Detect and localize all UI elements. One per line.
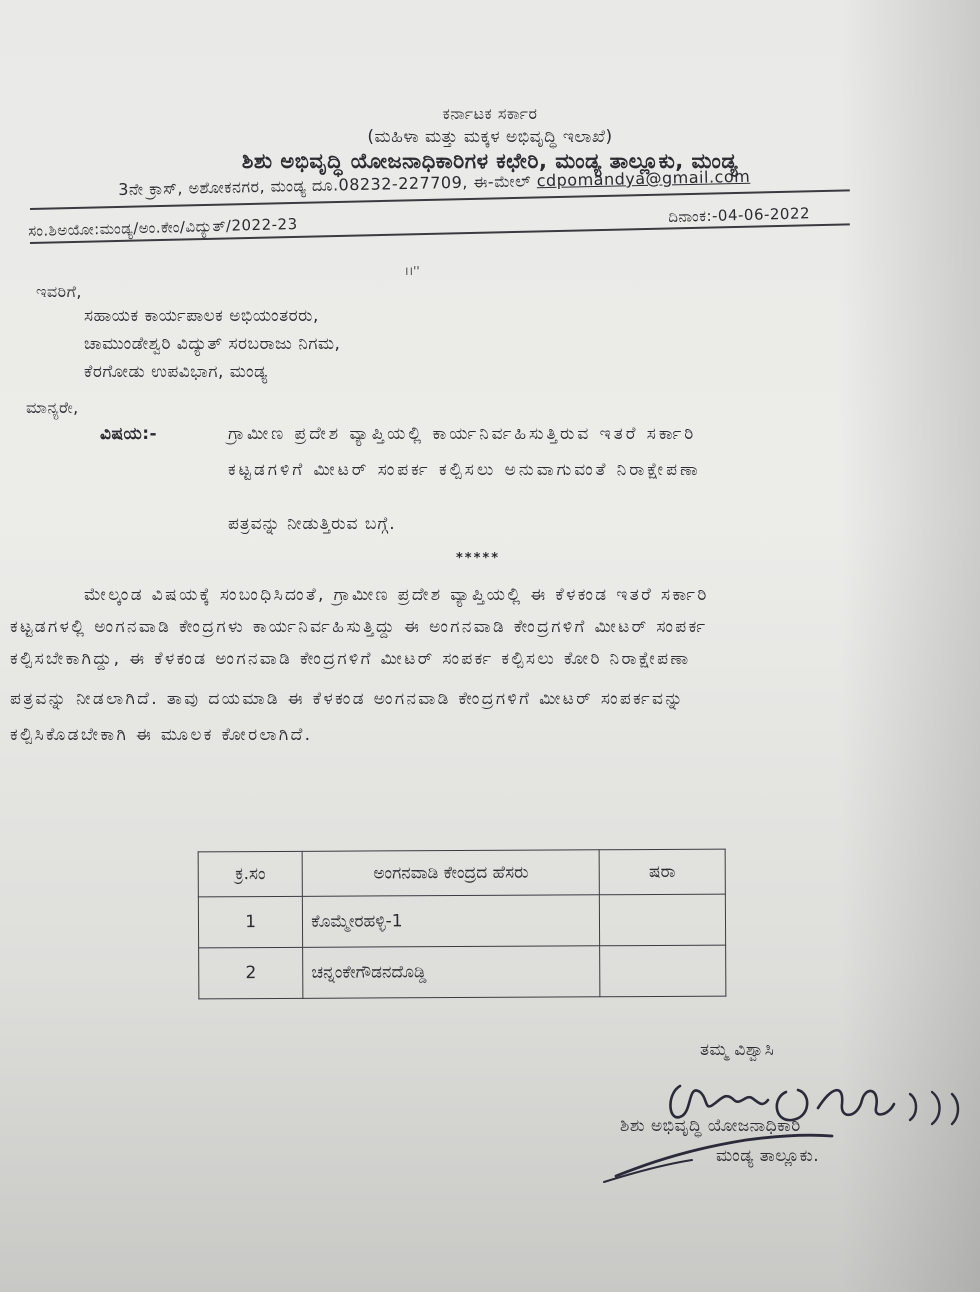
letter-date: ದಿನಾಂಕ:-04-06-2022 — [668, 204, 811, 226]
body-line-1: ಮೇಲ್ಕಂಡ ವಿಷಯಕ್ಕೆ ಸಂಬಂಧಿಸಿದಂತೆ, ಗ್ರಾಮೀಣ ಪ್ರದೇಶ ವ್ಯಾಪ್ತಿಯಲ್ಲಿ ಈ ಕೆಳಕಂಡ ಇತರೆ ಸರ್ಕಾರಿ — [84, 585, 709, 605]
subject-label: ವಿಷಯ:- — [100, 424, 158, 444]
table-row — [198, 894, 725, 948]
signatory-taluk: ಮಂಡ್ಯ ತಾಲ್ಲೂಕು. — [716, 1146, 820, 1166]
salutation: ಮಾನ್ಯರೇ, — [26, 398, 79, 417]
address-text: 3ನೇ ಕ್ರಾಸ್, ಅಶೋಕನಗರ, ಮಂಡ್ಯ ದೂ.08232-227709, ಈ-ಮೇಲ್ — [118, 171, 532, 199]
signatory-designation: ಶಿಶು ಅಭಿವೃದ್ಧಿ ಯೋಜನಾಧಿಕಾರಿ — [620, 1116, 801, 1136]
body-line-5: ಕಲ್ಪಿಸಿಕೊಡಬೇಕಾಗಿ ಈ ಮೂಲಕ ಕೋರಲಾಗಿದೆ. — [10, 725, 313, 745]
to-label: ಇವರಿಗೆ, — [36, 282, 83, 301]
subject-line-2: ಕಟ್ಟಡಗಳಿಗೆ ಮೀಟರ್ ಸಂಪರ್ಕ ಕಲ್ಪಿಸಲು ಅನುವಾಗುವಂತೆ ನಿರಾಕ್ಷೇಪಣಾ — [228, 460, 701, 480]
row-serial-no: 2 — [199, 947, 304, 999]
row-remarks — [599, 894, 725, 946]
yours-faithfully: ತಮ್ಮ ವಿಶ್ವಾಸಿ — [700, 1040, 775, 1060]
section-separator: ***** — [456, 551, 500, 566]
office-name: ಶಿಶು ಅಭಿವೃದ್ಧಿ ಯೋಜನಾಧಿಕಾರಿಗಳ ಕಛೇರಿ, ಮಂಡ್ಯ ತಾಲ್ಲೂಕು, ಮಂಡ್ಯ — [241, 149, 739, 173]
body-line-3: ಕಲ್ಪಿಸಬೇಕಾಗಿದ್ದು, ಈ ಕೆಳಕಂಡ ಅಂಗನವಾಡಿ ಕೇಂದ್ರಗಳಿಗೆ ಮೀಟರ್ ಸಂಪರ್ಕ ಕಲ್ಪಿಸಲು ಕೋರಿ ನಿರಾಕ್ಷೇಪಣಾ — [10, 649, 691, 669]
subject-line-1: ಗ್ರಾಮೀಣ ಪ್ರದೇಶ ವ್ಯಾಪ್ತಿಯಲ್ಲಿ ಕಾರ್ಯನಿರ್ವಹಿಸುತ್ತಿರುವ ಇತರೆ ಸರ್ಕಾರಿ — [228, 424, 697, 444]
reference-number: ಸಂ.ಶಿಅಯೋ:ಮಂಡ್ಯ/ಅಂ.ಕೇಂ/ವಿದ್ಯುತ್/2022-23 — [28, 214, 298, 240]
recipient-line-2: ಚಾಮುಂಡೇಶ್ವರಿ ವಿದ್ಯುತ್ ಸರಬರಾಜು ನಿಗಮ, — [84, 334, 341, 354]
row-centre-name: ಚನ್ನಂಕೇಗೌಡನದೊಡ್ಡಿ — [303, 946, 600, 999]
body-line-4: ಪತ್ರವನ್ನು ನೀಡಲಾಗಿದೆ. ತಾವು ದಯಮಾಡಿ ಈ ಕೆಳಕಂಡ ಅಂಗನವಾಡಿ ಕೇಂದ್ರಗಳಿಗೆ ಮೀಟರ್ ಸಂಪರ್ಕವನ್ನು — [10, 689, 685, 709]
table-row — [199, 945, 726, 999]
subject-line-3: ಪತ್ರವನ್ನು ನೀಡುತ್ತಿರುವ ಬಗ್ಗೆ. — [228, 514, 396, 534]
government-name: ಕರ್ನಾಟಕ ಸರ್ಕಾರ — [442, 104, 538, 123]
header-centre-name: ಅಂಗನವಾಡಿ ಕೇಂದ್ರದ ಹೆಸರು — [302, 850, 599, 897]
email-address: cdpomandya@gmail.com — [536, 166, 751, 191]
row-centre-name: ಕೊಮ್ಮೇರಹಳ್ಳಿ-1 — [303, 895, 600, 948]
row-serial-no: 1 — [198, 896, 303, 948]
body-line-2: ಕಟ್ಟಡಗಳಲ್ಲಿ ಅಂಗನವಾಡಿ ಕೇಂದ್ರಗಳು ಕಾರ್ಯನಿರ್ವಹಿಸುತ್ತಿದ್ದು ಈ ಅಂಗನವಾಡಿ ಕೇಂದ್ರಗಳಿಗೆ ಮೀಟರ್ ಸಂಪರ್ಕ — [10, 617, 708, 637]
header-remarks: ಷರಾ — [599, 849, 725, 895]
margin-mark: ।।'' — [404, 264, 420, 278]
department-name: (ಮಹಿಳಾ ಮತ್ತು ಮಕ್ಕಳ ಅಭಿವೃದ್ಧಿ ಇಲಾಖೆ) — [367, 127, 613, 147]
row-remarks — [600, 945, 726, 997]
anganwadi-table — [198, 849, 727, 1000]
recipient-line-1: ಸಹಾಯಕ ಕಾರ್ಯಪಾಲಕ ಅಭಿಯಂತರರು, — [84, 306, 319, 326]
recipient-line-3: ಕೆರಗೋಡು ಉಪವಿಭಾಗ, ಮಂಡ್ಯ — [84, 362, 268, 382]
table-header-row — [198, 849, 725, 897]
header-serial-no: ಕ್ರ.ಸಂ — [198, 851, 302, 897]
